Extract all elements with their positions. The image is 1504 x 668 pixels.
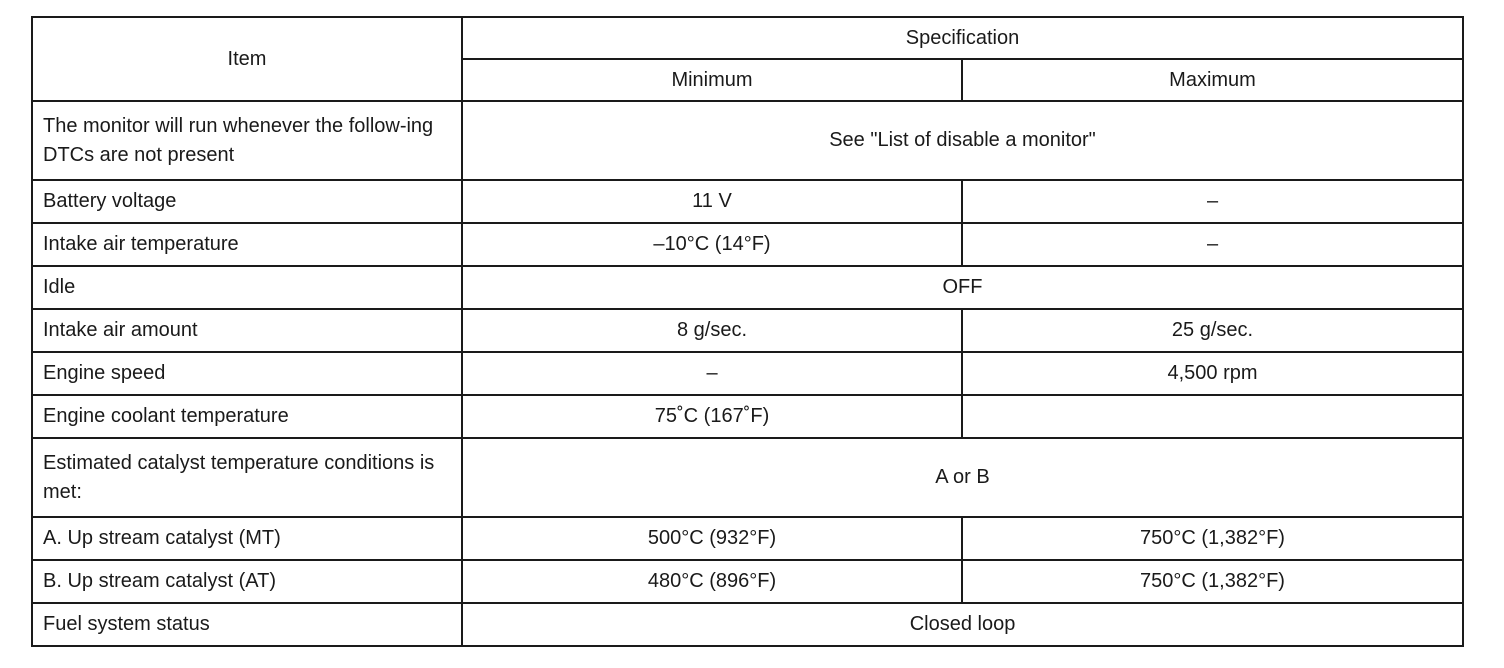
item-cell: A. Up stream catalyst (MT) [32,517,462,560]
table-row [32,395,1463,438]
header-item: Item [32,17,462,101]
header-specification: Specification [462,17,1463,59]
item-cell: Intake air temperature [32,223,462,266]
table-row [32,223,1463,266]
min-cell: 8 g/sec. [462,309,962,352]
table-row [32,603,1463,646]
min-cell: –10°C (14°F) [462,223,962,266]
table-row [32,266,1463,309]
header-minimum: Minimum [462,59,962,101]
spec-span-cell: OFF [462,266,1463,309]
specification-table [31,16,1464,647]
spec-span-cell: See "List of disable a monitor" [462,101,1463,180]
min-cell: 500°C (932°F) [462,517,962,560]
header-maximum: Maximum [962,59,1463,101]
max-cell: – [962,223,1463,266]
table-row [32,180,1463,223]
min-cell: 75˚C (167˚F) [462,395,962,438]
item-cell: The monitor will run whenever the follow-ing DTCs are not present [32,101,462,180]
table-row [32,560,1463,603]
item-cell: Engine coolant temperature [32,395,462,438]
spec-span-cell: Closed loop [462,603,1463,646]
item-cell: Engine speed [32,352,462,395]
table-row [32,517,1463,560]
max-cell [962,395,1463,438]
max-cell: 25 g/sec. [962,309,1463,352]
item-cell: Fuel system status [32,603,462,646]
max-cell: – [962,180,1463,223]
table-row [32,309,1463,352]
max-cell: 750°C (1,382°F) [962,517,1463,560]
item-cell: Intake air amount [32,309,462,352]
table-row [32,352,1463,395]
spec-span-cell: A or B [462,438,1463,517]
item-cell: Estimated catalyst temperature conditions is met: [32,438,462,517]
min-cell: 11 V [462,180,962,223]
header-row [32,17,1463,59]
item-cell: B. Up stream catalyst (AT) [32,560,462,603]
table-row [32,101,1463,180]
table-row [32,438,1463,517]
max-cell: 4,500 rpm [962,352,1463,395]
min-cell: 480°C (896°F) [462,560,962,603]
max-cell: 750°C (1,382°F) [962,560,1463,603]
item-cell: Battery voltage [32,180,462,223]
min-cell: – [462,352,962,395]
item-cell: Idle [32,266,462,309]
